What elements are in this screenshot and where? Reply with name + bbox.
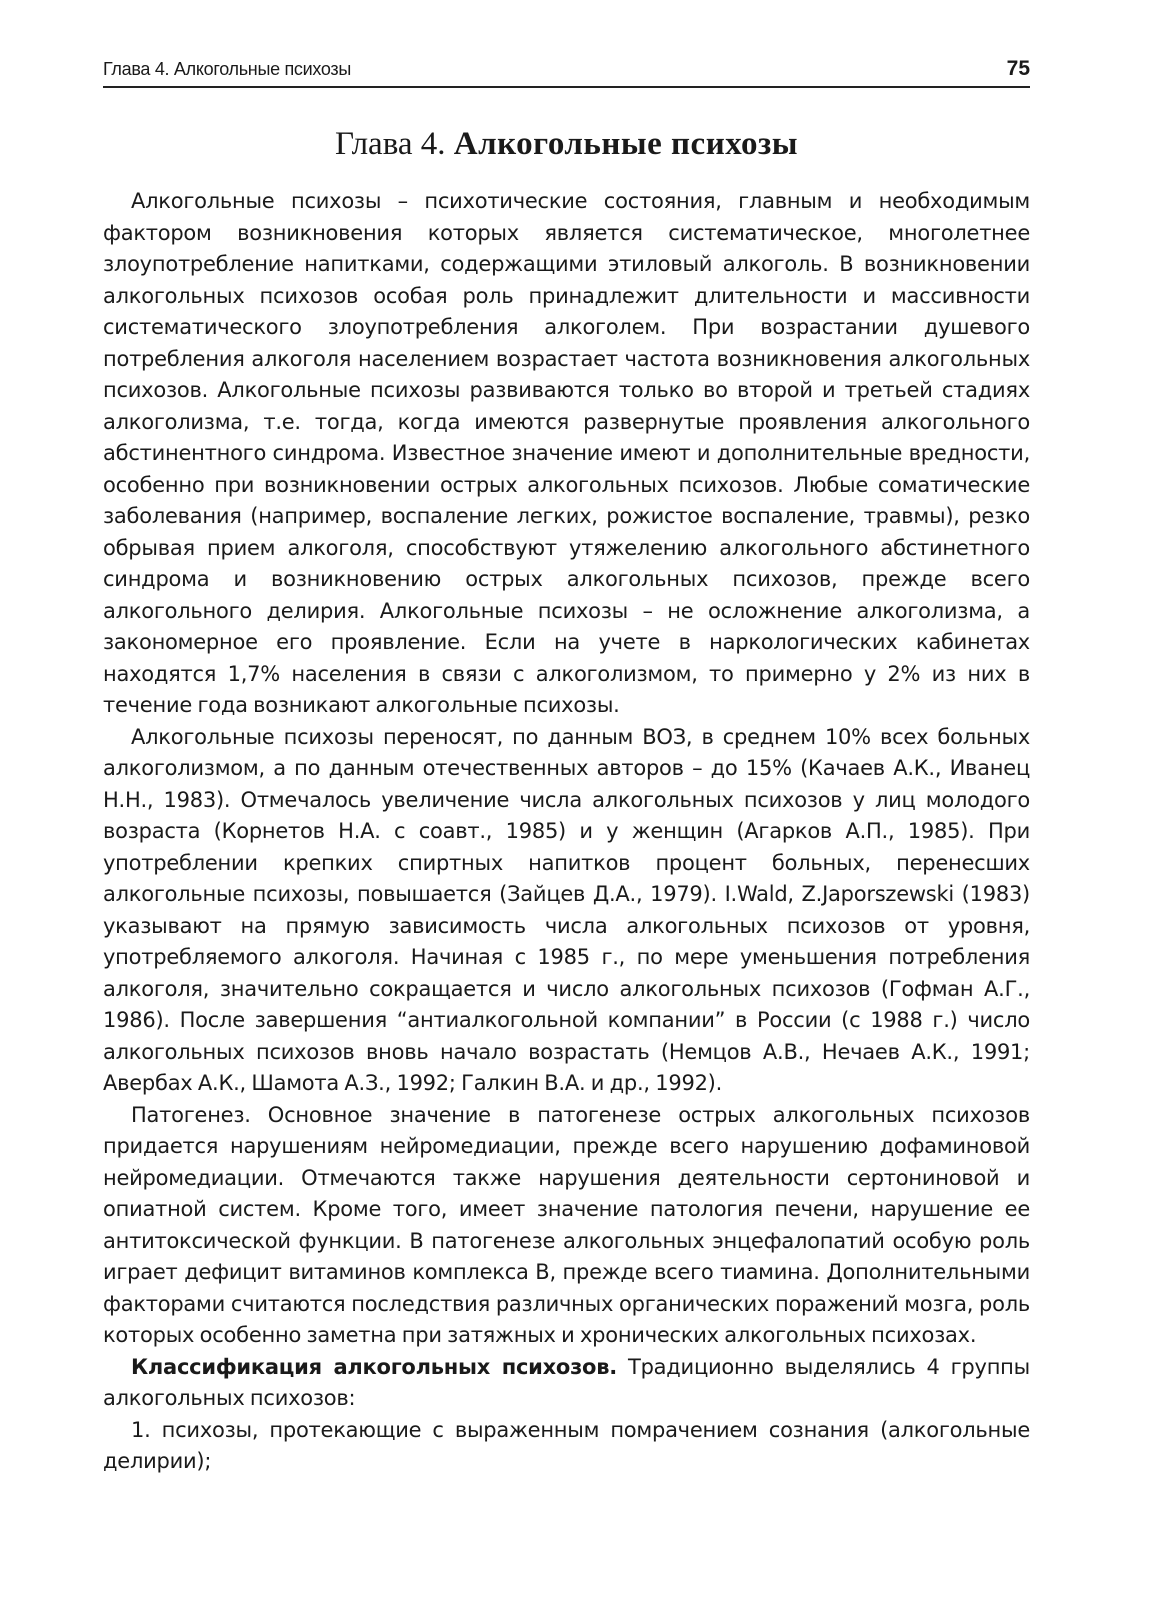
- chapter-title-prefix: Глава 4.: [334, 126, 454, 162]
- pathogenesis-heading: Патогенез.: [131, 1102, 251, 1127]
- pathogenesis-text: Основное значение в патогенезе острых алкогольных психозов придается нарушениям нейромедиации, прежде всего нарушению дофаминовой нейромедиации. Отмечаются также нарушения деятельности сертониновой и опиатной систем. Кроме того, имеет значение патология печени, нарушение ее антитоксической функции. В патогенезе алкогольных энцефалопатий особую роль играет дефицит витаминов комплекса В, прежде всего тиамина. Дополнительными факторами считаются последствия различных органических поражений мозга, роль которых особенно заметна при затяжных и хронических алкогольных психозах.: [103, 1102, 1030, 1347]
- paragraph-classification: [103, 1352, 1030, 1415]
- running-header: [103, 50, 1030, 88]
- book-page: [103, 50, 1030, 1478]
- running-title: Глава 4. Алкогольные психозы: [103, 59, 351, 79]
- classification-heading: Классификация алкогольных психозов.: [131, 1354, 617, 1379]
- chapter-title-main: Алкогольные психозы: [453, 126, 798, 162]
- paragraph-pathogenesis: [103, 1100, 1030, 1352]
- chapter-title: [103, 124, 1030, 164]
- paragraph-intro: Алкогольные психозы – психотические состояния, главным и необходимым фактором возникновения которых является систематическое, многолетнее злоупотребление напитками, содержащими этиловый алкоголь. В возникновении алкогольных психозов особая роль принадлежит длительности и массивности систематического злоупотребления алкоголем. При возрастании душевого потребления алкоголя населением возрастает частота возникновения алкогольных психозов. Алкогольные психозы развиваются только во второй и третьей стадиях алкоголизма, т.е. тогда, когда имеются развернутые проявления алкогольного абстинентного синдрома. Известное значение имеют и дополнительные вредности, особенно при возникновении острых алкогольных психозов. Любые соматические заболевания (например, воспаление легких, рожистое воспаление, травмы), резко обрывая прием алкоголя, способствуют утяжелению алкогольного абстинетного синдрома и возникновению острых алкогольных психозов, прежде всего алкогольного делирия. Алкогольные психозы – не осложнение алкоголизма, а закономерное его проявление. Если на учете в наркологических кабинетах находятся 1,7% населения в связи с алкоголизмом, то примерно у 2% из них в течение года возникают алкогольные психозы.: [103, 189, 1030, 717]
- paragraph-epidemiology: Алкогольные психозы переносят, по данным ВОЗ, в среднем 10% всех больных алкоголизмом, а по данным отечественных авторов – до 15% (Качаев А.К., Иванец Н.Н., 1983). Отмечалось увеличение числа алкогольных психозов у лиц молодого возраста (Корнетов Н.А. с соавт., 1985) и у женщин (Агарков А.П., 1985). При употреблении крепких спиртных напитков процент больных, перенесших алкогольные психозы, повышается (Зайцев Д.А., 1979). I.Wald, Z.Japorszewski (1983) указывают на прямую зависимость числа алкогольных психозов от уровня, употребляемого алкоголя. Начиная с 1985 г., по мере уменьшения потребления алкоголя, значительно сокращается и число алкогольных психозов (Гофман А.Г., 1986). После завершения “антиалкогольной компании” в России (с 1988 г.) число алкогольных психозов вновь начало возрастать (Немцов А.В., Нечаев А.К., 1991; Авербах А.К., Шамота А.З., 1992; Галкин В.А. и др., 1992).: [103, 724, 1030, 1095]
- page-number: 75: [1006, 57, 1030, 80]
- list-item: 1. психозы, протекающие с выраженным помрачением сознания (алкогольные делирии);: [103, 1417, 1030, 1473]
- classification-text: Традиционно выделялись 4 группы алкогольных психозов:: [103, 1354, 1030, 1410]
- chapter-body: [103, 186, 1030, 1478]
